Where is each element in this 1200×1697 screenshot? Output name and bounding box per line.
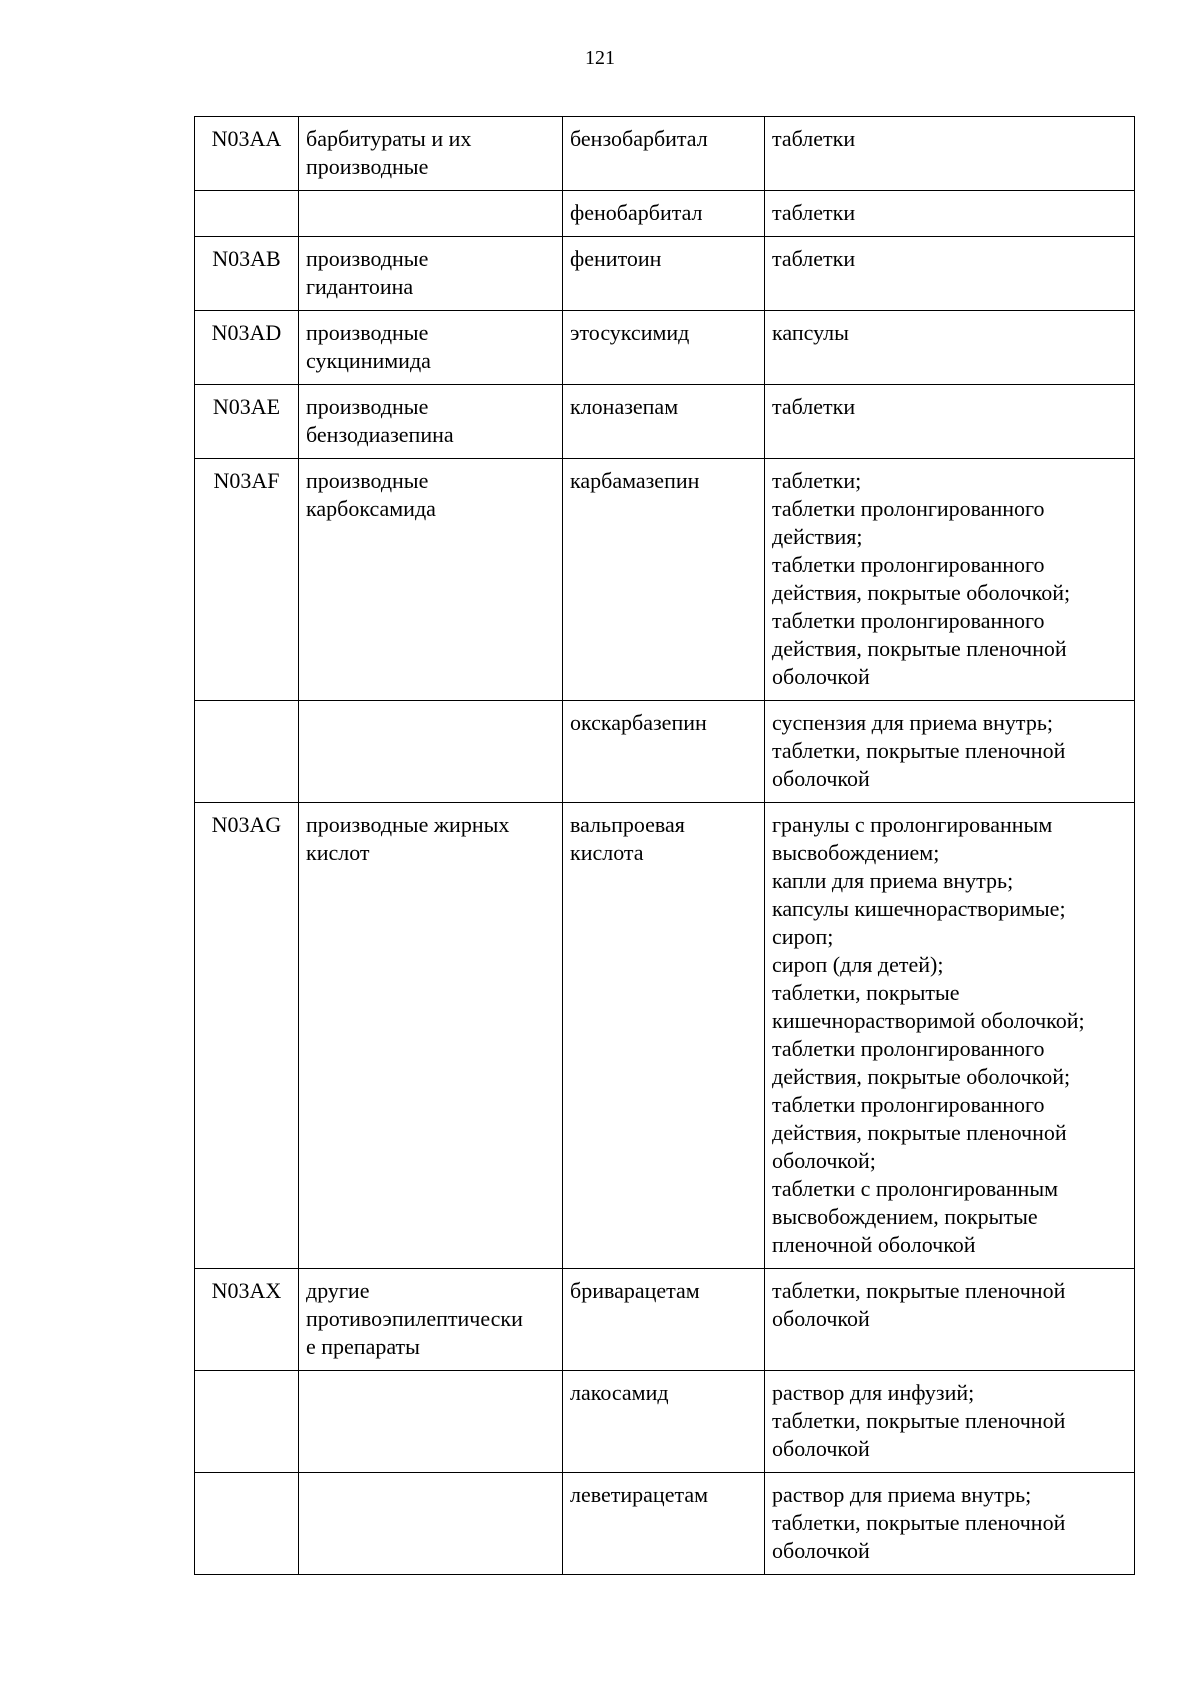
atc-code [195, 701, 299, 803]
atc-code: N03AB [195, 237, 299, 311]
pharmacological-group [299, 1473, 563, 1575]
page-number: 121 [585, 47, 615, 69]
atc-code [195, 191, 299, 237]
drug-name: бриварацетам [563, 1269, 765, 1371]
drug-name: этосуксимид [563, 311, 765, 385]
dosage-forms: гранулы с пролонгированным высвобождением; капли для приема внутрь; капсулы кишечнорастворимые; сироп; сироп (для детей); таблетки, покрытые кишечнорастворимой оболочкой; таблетки пролонгированного действия, покрытые оболочкой; таблетки пролонгированного действия, покрытые пленочной оболочкой; таблетки с пролонгированным высвобождением, покрытые пленочной оболочкой [765, 803, 1135, 1269]
drug-name: лакосамид [563, 1371, 765, 1473]
dosage-forms: таблетки [765, 117, 1135, 191]
table-row [195, 311, 1135, 385]
pharmacological-group: барбитураты и их производные [299, 117, 563, 191]
pharmacological-group: производные жирных кислот [299, 803, 563, 1269]
pharmacological-group: другие противоэпилептически е препараты [299, 1269, 563, 1371]
pharmacological-group: производные карбоксамида [299, 459, 563, 701]
drug-name: окскарбазепин [563, 701, 765, 803]
dosage-forms: таблетки [765, 191, 1135, 237]
atc-code: N03AE [195, 385, 299, 459]
atc-code: N03AA [195, 117, 299, 191]
atc-code [195, 1473, 299, 1575]
table-row [195, 385, 1135, 459]
pharmacological-group: производные гидантоина [299, 237, 563, 311]
drug-table [194, 116, 1135, 1575]
table-row [195, 1473, 1135, 1575]
table-row [195, 1269, 1135, 1371]
pharmacological-group [299, 1371, 563, 1473]
table-row [195, 701, 1135, 803]
table-row [195, 459, 1135, 701]
dosage-forms: таблетки [765, 385, 1135, 459]
drug-name: леветирацетам [563, 1473, 765, 1575]
atc-code: N03AG [195, 803, 299, 1269]
dosage-forms: капсулы [765, 311, 1135, 385]
pharmacological-group: производные сукцинимида [299, 311, 563, 385]
dosage-forms: суспензия для приема внутрь; таблетки, покрытые пленочной оболочкой [765, 701, 1135, 803]
dosage-forms: раствор для приема внутрь; таблетки, покрытые пленочной оболочкой [765, 1473, 1135, 1575]
table-row [195, 803, 1135, 1269]
drug-name: фенитоин [563, 237, 765, 311]
pharmacological-group [299, 191, 563, 237]
drug-name: вальпроевая кислота [563, 803, 765, 1269]
table-row [195, 237, 1135, 311]
atc-code: N03AX [195, 1269, 299, 1371]
dosage-forms: таблетки, покрытые пленочной оболочкой [765, 1269, 1135, 1371]
table-row [195, 191, 1135, 237]
table-row [195, 1371, 1135, 1473]
dosage-forms: таблетки [765, 237, 1135, 311]
atc-code [195, 1371, 299, 1473]
pharmacological-group: производные бензодиазепина [299, 385, 563, 459]
atc-code: N03AF [195, 459, 299, 701]
drug-name: бензобарбитал [563, 117, 765, 191]
drug-name: карбамазепин [563, 459, 765, 701]
drug-name: клоназепам [563, 385, 765, 459]
drug-name: фенобарбитал [563, 191, 765, 237]
table-row [195, 117, 1135, 191]
atc-code: N03AD [195, 311, 299, 385]
pharmacological-group [299, 701, 563, 803]
dosage-forms: таблетки; таблетки пролонгированного действия; таблетки пролонгированного действия, покрытые оболочкой; таблетки пролонгированного действия, покрытые пленочной оболочкой [765, 459, 1135, 701]
dosage-forms: раствор для инфузий; таблетки, покрытые пленочной оболочкой [765, 1371, 1135, 1473]
